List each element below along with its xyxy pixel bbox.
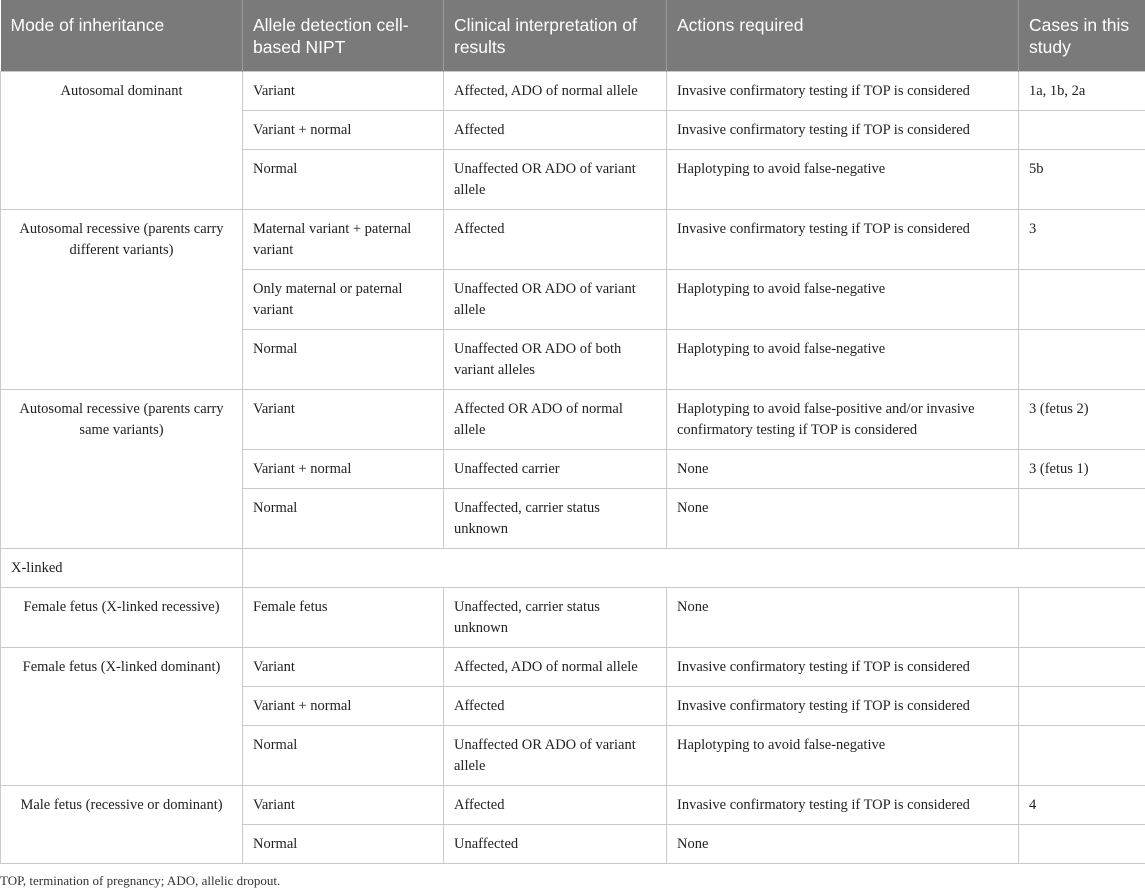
interpretation-cell: Unaffected OR ADO of variant allele	[444, 726, 667, 786]
mode-cell: Male fetus (recessive or dominant)	[1, 786, 243, 864]
cases-cell	[1019, 825, 1145, 864]
cases-cell: 1a, 1b, 2a	[1019, 72, 1145, 111]
action-cell: None	[667, 450, 1019, 489]
cases-cell: 5b	[1019, 150, 1145, 210]
allele-cell: Variant	[243, 786, 444, 825]
allele-cell: Variant	[243, 390, 444, 450]
mode-cell: Female fetus (X-linked dominant)	[1, 648, 243, 786]
action-cell: Invasive confirmatory testing if TOP is considered	[667, 687, 1019, 726]
allele-cell: Maternal variant + paternal variant	[243, 210, 444, 270]
action-cell: None	[667, 825, 1019, 864]
interpretation-cell: Affected	[444, 687, 667, 726]
action-cell: None	[667, 588, 1019, 648]
interpretation-cell: Unaffected OR ADO of both variant alleles	[444, 330, 667, 390]
table-row	[1, 210, 1145, 270]
table-row	[1, 72, 1145, 111]
allele-cell: Normal	[243, 726, 444, 786]
cases-cell	[1019, 726, 1145, 786]
allele-cell: Variant + normal	[243, 687, 444, 726]
empty-cell	[243, 549, 1145, 588]
header-row	[1, 0, 1145, 72]
cases-cell	[1019, 687, 1145, 726]
header-interpretation: Clinical interpretation of results	[444, 0, 667, 72]
action-cell: Invasive confirmatory testing if TOP is considered	[667, 72, 1019, 111]
allele-cell: Variant + normal	[243, 111, 444, 150]
allele-cell: Variant	[243, 648, 444, 687]
interpretation-cell: Unaffected	[444, 825, 667, 864]
table-row	[1, 390, 1145, 450]
allele-cell: Normal	[243, 150, 444, 210]
table-row	[1, 588, 1145, 648]
action-cell: Invasive confirmatory testing if TOP is considered	[667, 648, 1019, 687]
table-row	[1, 786, 1145, 825]
action-cell: Haplotyping to avoid false-negative	[667, 150, 1019, 210]
allele-cell: Variant + normal	[243, 450, 444, 489]
header-actions: Actions required	[667, 0, 1019, 72]
cases-cell: 3	[1019, 210, 1145, 270]
table-footnote: TOP, termination of pregnancy; ADO, allelic dropout.	[0, 864, 1145, 890]
interpretation-cell: Affected, ADO of normal allele	[444, 72, 667, 111]
allele-cell: Variant	[243, 72, 444, 111]
cases-cell: 4	[1019, 786, 1145, 825]
allele-cell: Female fetus	[243, 588, 444, 648]
header-cases: Cases in this study	[1019, 0, 1145, 72]
allele-cell: Normal	[243, 825, 444, 864]
cases-cell	[1019, 111, 1145, 150]
cases-cell	[1019, 648, 1145, 687]
interpretation-cell: Unaffected, carrier status unknown	[444, 588, 667, 648]
mode-cell: X-linked	[1, 549, 243, 588]
table-row	[1, 549, 1145, 588]
interpretation-cell: Affected OR ADO of normal allele	[444, 390, 667, 450]
cases-cell: 3 (fetus 1)	[1019, 450, 1145, 489]
interpretation-cell: Affected	[444, 111, 667, 150]
cases-cell	[1019, 489, 1145, 549]
mode-cell: Female fetus (X-linked recessive)	[1, 588, 243, 648]
allele-cell: Only maternal or paternal variant	[243, 270, 444, 330]
mode-cell: Autosomal recessive (parents carry same variants)	[1, 390, 243, 549]
interpretation-cell: Affected, ADO of normal allele	[444, 648, 667, 687]
allele-cell: Normal	[243, 489, 444, 549]
mode-cell: Autosomal recessive (parents carry different variants)	[1, 210, 243, 390]
action-cell: Haplotyping to avoid false-negative	[667, 270, 1019, 330]
mode-cell: Autosomal dominant	[1, 72, 243, 210]
action-cell: Invasive confirmatory testing if TOP is considered	[667, 786, 1019, 825]
action-cell: None	[667, 489, 1019, 549]
cases-cell	[1019, 588, 1145, 648]
action-cell: Haplotyping to avoid false-negative	[667, 330, 1019, 390]
interpretation-cell: Unaffected OR ADO of variant allele	[444, 150, 667, 210]
action-cell: Invasive confirmatory testing if TOP is considered	[667, 210, 1019, 270]
action-cell: Invasive confirmatory testing if TOP is considered	[667, 111, 1019, 150]
action-cell: Haplotyping to avoid false-negative	[667, 726, 1019, 786]
interpretation-cell: Unaffected OR ADO of variant allele	[444, 270, 667, 330]
interpretation-cell: Affected	[444, 210, 667, 270]
table-row	[1, 648, 1145, 687]
interpretation-cell: Unaffected, carrier status unknown	[444, 489, 667, 549]
cases-cell: 3 (fetus 2)	[1019, 390, 1145, 450]
cases-cell	[1019, 330, 1145, 390]
header-allele-detection: Allele detection cell-based NIPT	[243, 0, 444, 72]
action-cell: Haplotyping to avoid false-positive and/or invasive confirmatory testing if TOP is considered	[667, 390, 1019, 450]
interpretation-cell: Unaffected carrier	[444, 450, 667, 489]
cases-cell	[1019, 270, 1145, 330]
interpretation-cell: Affected	[444, 786, 667, 825]
header-mode: Mode of inheritance	[1, 0, 243, 72]
allele-cell: Normal	[243, 330, 444, 390]
